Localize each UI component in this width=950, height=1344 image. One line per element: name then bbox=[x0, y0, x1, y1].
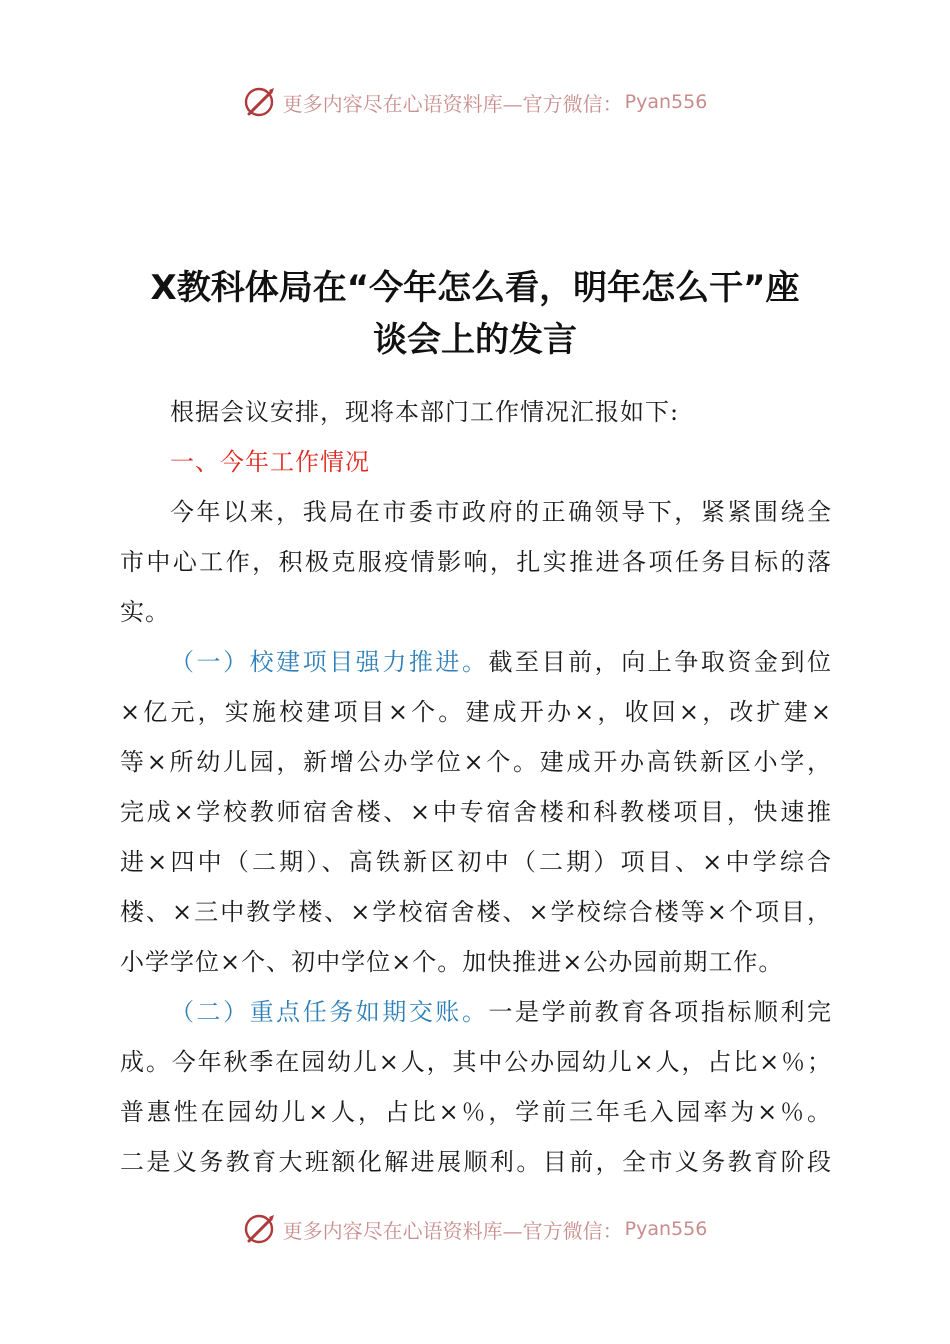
item-2-label: （二）重点任务如期交账。 bbox=[170, 998, 489, 1026]
item-1-first-line bbox=[170, 637, 832, 687]
title-line-1: X教科体局在“今年怎么看，明年怎么干”座 bbox=[150, 268, 800, 308]
item-2-first-line bbox=[170, 987, 832, 1037]
paragraph-line: 二是义务教育大班额化解进展顺利。目前，全市义务教育阶段 bbox=[120, 1148, 832, 1176]
item-1-text: 截至目前，向上争取资金到位 bbox=[488, 648, 832, 676]
item-1-label: （一）校建项目强力推进。 bbox=[170, 648, 489, 676]
paragraph-line: 普惠性在园幼儿×人，占比×％，学前三年毛入园率为×％。 bbox=[120, 1098, 832, 1126]
footer-banner bbox=[0, 1209, 950, 1249]
paragraph-line: 小学学位×个、初中学位×个。加快推进×公办园前期工作。 bbox=[120, 948, 784, 976]
pen-circle-icon bbox=[243, 84, 279, 120]
paragraph-line: 完成×学校教师宿舍楼、×中专宿舍楼和科教楼项目，快速推 bbox=[120, 798, 832, 826]
item-2-text: 一是学前教育各项指标顺利完 bbox=[488, 998, 832, 1026]
paragraph-line: 成。今年秋季在园幼儿×人，其中公办园幼儿×人，占比×％； bbox=[120, 1048, 832, 1076]
paragraph-line: 市中心工作，积极克服疫情影响，扎实推进各项任务目标的落 bbox=[120, 548, 832, 576]
header-banner bbox=[0, 82, 950, 122]
paragraph-line: 等×所幼儿园，新增公办学位×个。建成开办高铁新区小学， bbox=[120, 748, 832, 776]
banner-wechat-id: Pyan556 bbox=[624, 1218, 708, 1240]
pen-circle-icon bbox=[243, 1211, 279, 1247]
document-title bbox=[110, 262, 840, 366]
paragraph-line: 实。 bbox=[120, 598, 170, 626]
paragraph-line: 进×四中（二期）、高铁新区初中（二期）项目、×中学综合 bbox=[120, 848, 832, 876]
title-line-2: 谈会上的发言 bbox=[373, 320, 577, 360]
paragraph-line: ×亿元，实施校建项目×个。建成开办×，收回×，改扩建× bbox=[120, 698, 832, 726]
intro-paragraph: 根据会议安排，现将本部门工作情况汇报如下: bbox=[170, 398, 680, 426]
banner-text: 更多内容尽在心语资料库—官方微信： bbox=[282, 1218, 623, 1243]
paragraph-line: 楼、×三中教学楼、×学校宿舍楼、×学校综合楼等×个项目， bbox=[120, 898, 832, 926]
banner-text: 更多内容尽在心语资料库—官方微信： bbox=[282, 91, 623, 116]
section-heading: 一、今年工作情况 bbox=[170, 448, 370, 476]
banner-wechat-id: Pyan556 bbox=[624, 91, 708, 113]
paragraph-line: 今年以来，我局在市委市政府的正确领导下，紧紧围绕全 bbox=[170, 498, 832, 526]
